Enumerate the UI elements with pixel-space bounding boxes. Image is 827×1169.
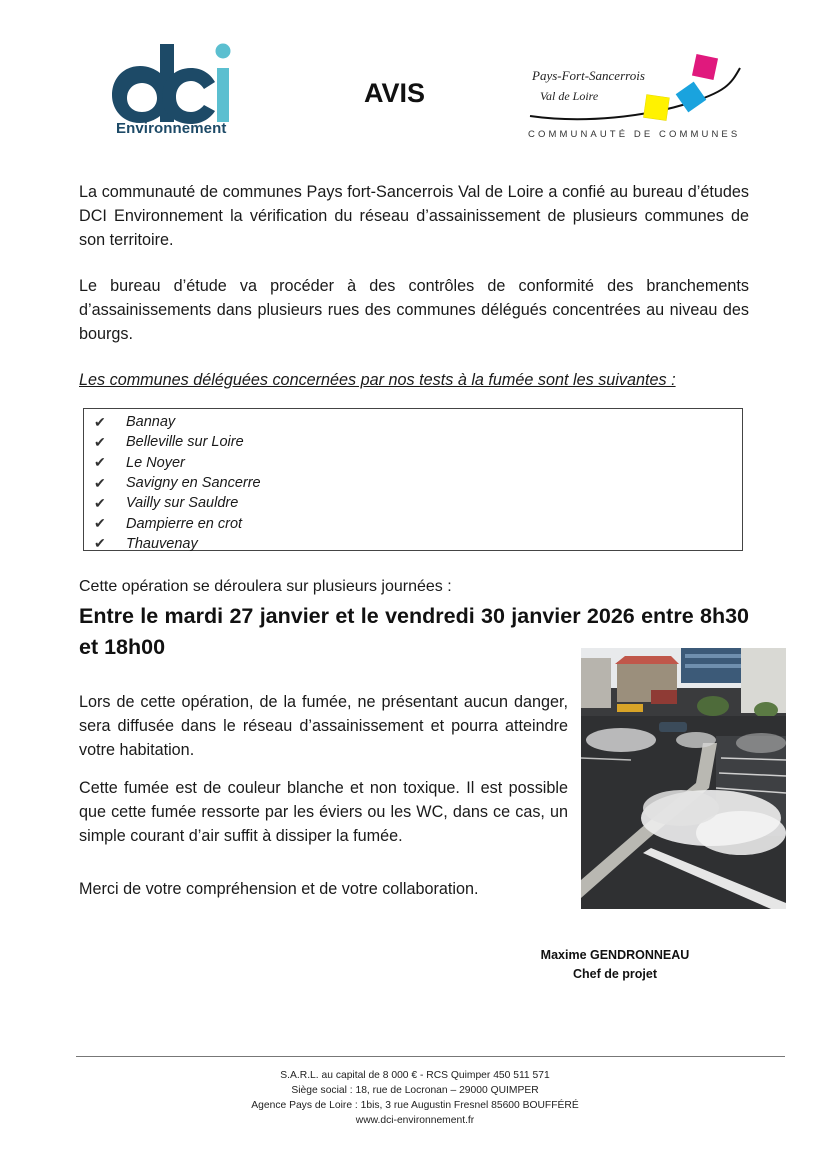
footer-agency: Agence Pays de Loire : 1bis, 3 rue Augustin Fresnel 85600 BOUFFÉRÉ <box>251 1100 579 1111</box>
checkmark-icon: ✔ <box>94 535 106 552</box>
communes-list <box>84 409 742 554</box>
commune-name: Le Noyer <box>126 454 185 471</box>
operation-intro: Cette opération se déroulera sur plusieurs journées : <box>79 578 452 595</box>
communaute-logo <box>526 46 748 128</box>
communes-list-box <box>83 408 743 551</box>
commune-name: Bannay <box>126 414 176 431</box>
communaute-logo-subtitle: COMMUNAUTÉ DE COMMUNES <box>528 129 741 140</box>
footer <box>200 1068 630 1128</box>
smoke-test-photo <box>581 648 786 909</box>
commune-name: Dampierre en crot <box>126 515 243 532</box>
footer-company-info: S.A.R.L. au capital de 8 000 € - RCS Quimper 450 511 571 <box>280 1070 550 1081</box>
checkmark-icon: ✔ <box>94 433 106 450</box>
checkmark-icon: ✔ <box>94 454 106 471</box>
checkmark-icon: ✔ <box>94 474 106 491</box>
checkmark-icon: ✔ <box>94 494 106 511</box>
footer-divider <box>76 1056 785 1057</box>
commune-name: Belleville sur Loire <box>126 434 244 451</box>
signatory-name: Maxime GENDRONNEAU <box>540 948 690 962</box>
list-item <box>94 513 742 533</box>
checkmark-icon: ✔ <box>94 413 106 430</box>
checkmark-icon: ✔ <box>94 515 106 532</box>
commune-name: Savigny en Sancerre <box>126 475 261 492</box>
signature-block <box>520 946 710 984</box>
logo-script-line2: Val de Loire <box>540 89 599 103</box>
commune-name: Vailly sur Sauldre <box>126 495 239 512</box>
signatory-role: Chef de projet <box>572 967 658 981</box>
logo-script-line1: Pays-Fort-Sancerrois <box>532 68 645 83</box>
footer-head-office: Siège social : 18, rue de Locronan – 29000 QUIMPER <box>291 1085 539 1096</box>
list-item <box>94 432 742 452</box>
intro-paragraph: La communauté de communes Pays fort-Sancerrois Val de Loire a confié au bureau d’études DCI Environnement la vérification du réseau d’assainissement de plusieurs communes de son territoire. <box>79 183 749 249</box>
commune-name: Thauvenay <box>126 535 198 552</box>
smoke-info-paragraph: Lors de cette opération, de la fumée, ne présentant aucun danger, sera diffusée dans le réseau d’assainissement et pourra atteindre votre habitation. <box>79 693 568 759</box>
operation-dates: Entre le mardi 27 janvier et le vendredi 30 janvier 2026 entre 8h30 et 18h00 <box>79 604 749 659</box>
page-title: AVIS <box>364 78 426 108</box>
communes-list-heading: Les communes déléguées concernées par nos tests à la fumée sont les suivantes : <box>79 371 676 389</box>
dci-logo-wordmark: Environnement <box>116 120 227 137</box>
list-item <box>94 473 742 493</box>
smoke-safety-paragraph: Cette fumée est de couleur blanche et non toxique. Il est possible que cette fumée ressorte par les éviers ou les WC, dans ce cas, un simple courant d’air suffit à dissiper la fumée. <box>79 779 568 845</box>
list-item <box>94 534 742 554</box>
closing-line: Merci de votre compréhension et de votre collaboration. <box>79 880 479 898</box>
list-item <box>94 412 742 432</box>
footer-website: www.dci-environnement.fr <box>355 1115 475 1126</box>
list-item <box>94 453 742 473</box>
list-item <box>94 493 742 513</box>
controls-paragraph: Le bureau d’étude va procéder à des contrôles de conformité des branchements d’assainissements dans plusieurs rues des communes délégués concentrées au niveau des bourgs. <box>79 277 749 343</box>
